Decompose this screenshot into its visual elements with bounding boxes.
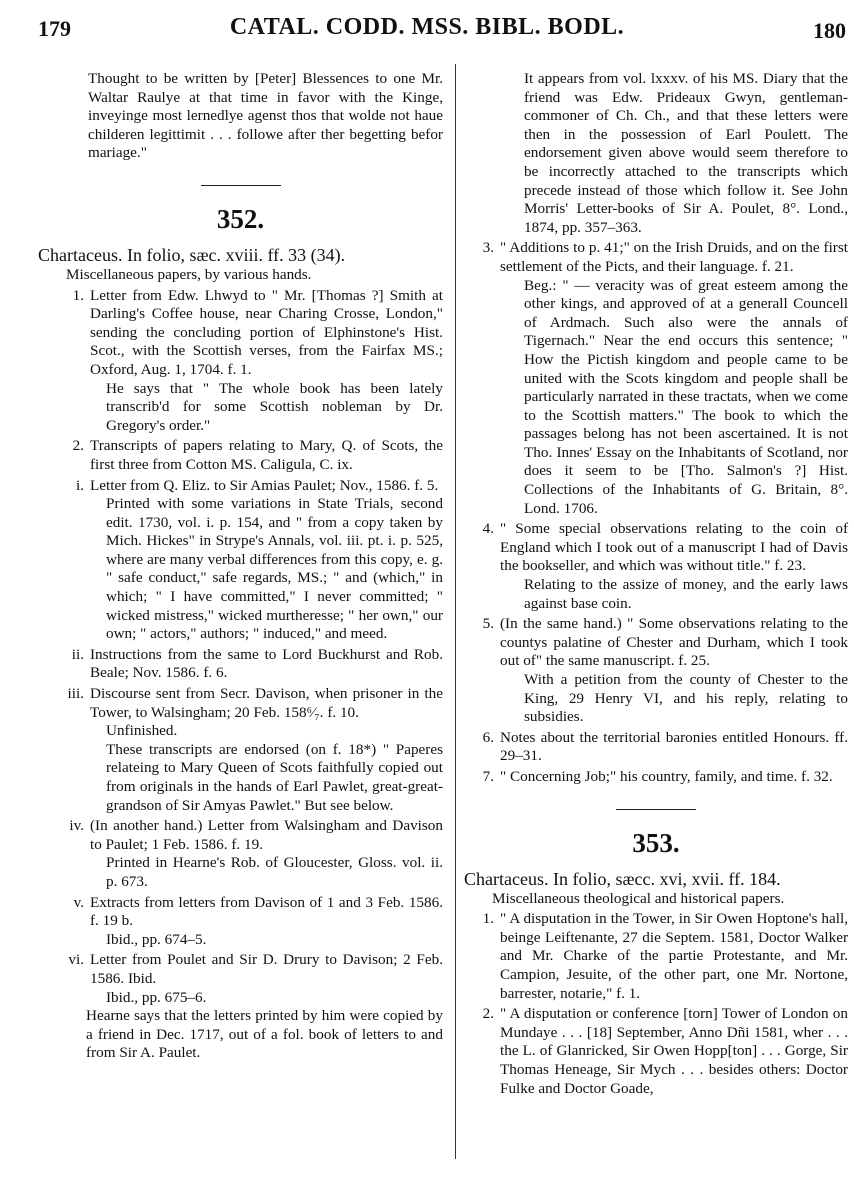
- item-number: 6.: [482, 728, 494, 746]
- item-number: 1.: [72, 286, 84, 304]
- item-note: Ibid., pp. 675–6.: [106, 988, 207, 1006]
- item-note: Printed in Hearne's Rob. of Gloucester, Gloss. vol. ii. p. 673.: [106, 854, 443, 890]
- item-note: Printed with some variations in State Trials, second edit. 1730, vol. i. p. 154, and " from a copy taken by Mich. Hickes" in Strype's Annals, vol. iii. pt. i. p. 525, where are many verbal differences from this copy, e. g. " safe conduct," safe regards, MS.; " and (which," in which; " I have committed," I never committed; " wicked mistress," wicked murtheresse; " her own," our own; " actors," authors; " induced," and meed.: [106, 495, 443, 643]
- ms-number: 352.: [216, 203, 265, 234]
- item-note: Hearne says that the letters printed by him were copied by a friend in Dec. 1717, out of a fol. book of letters to and from Sir A. Paulet.: [86, 1007, 443, 1062]
- item-note: He says that " The whole book has been lately transcrib'd for some Scottish nobleman by Dr. Gregory's order.": [106, 379, 443, 434]
- item-note: Relating to the assize of money, and the early laws against base coin.: [524, 576, 848, 612]
- item-text: " Additions to p. 41;" on the Irish Druids, and on the first settlement of the Picts, and their language. f. 21.: [500, 239, 848, 275]
- item-number: v.: [73, 893, 84, 911]
- item-number: 7.: [482, 767, 494, 785]
- item-number: vi.: [68, 951, 84, 969]
- list-item: [464, 910, 848, 1003]
- column-divider: [455, 64, 456, 1159]
- item-text: Instructions from the same to Lord Buckhurst and Rob. Beale; Nov. 1586. f. 6.: [90, 645, 443, 682]
- list-item: [464, 729, 848, 766]
- list-item: [38, 951, 443, 988]
- item-text: Transcripts of papers relating to Mary, Q. of Scots, the first three from Cotton MS. Caligula, C. ix.: [90, 437, 443, 473]
- list-item: [38, 437, 443, 474]
- item-note: Unfinished.: [106, 722, 178, 740]
- item-text: Notes about the territorial baronies entitled Honours. ff. 29–31.: [500, 728, 848, 765]
- list-item: [464, 1005, 848, 1098]
- page-header: [0, 6, 854, 46]
- item-text: Extracts from letters from Davison of 1 and 3 Feb. 1586. f. 19 b.: [90, 893, 443, 930]
- item-text: " A disputation or conference [torn] Tower of London on Mundaye . . . [18] September, Anno Dñi 1581, wher . . . the L. of Glanricked, Sir Owen Hopp[ton] . . . Gorge, Sir Thomas Heneage, Sir Mych . . . besides others: Doctor Fulke and Doctor Goade,: [500, 1005, 848, 1097]
- list-item: [38, 685, 443, 722]
- item-text: (In another hand.) Letter from Walsingham and Davison to Paulet; 1 Feb. 1586. f. 19.: [90, 817, 443, 853]
- section-separator: [201, 185, 281, 186]
- list-item: [38, 817, 443, 854]
- right-column: [464, 70, 848, 1098]
- item-note: With a petition from the county of Chester to the King, 29 Henry VI, and his reply, relating to subsidies.: [524, 671, 848, 726]
- item-number: 2.: [72, 437, 84, 455]
- page-number-left: 179: [38, 16, 71, 41]
- item-text: " Concerning Job;" his country, family, and time. f. 32.: [500, 767, 833, 785]
- list-item: [38, 287, 443, 380]
- list-item: [464, 768, 848, 787]
- page-number-right: 180: [813, 18, 846, 43]
- item-number: i.: [75, 476, 84, 494]
- item-number: 4.: [482, 520, 494, 538]
- section-separator: [616, 809, 696, 810]
- ms-summary: Miscellaneous theological and historical papers.: [492, 889, 785, 907]
- list-item: [38, 646, 443, 683]
- left-column: [38, 70, 443, 1063]
- ms-description: Chartaceus. In folio, sæcc. xvi, xvii. ff. 184.: [464, 868, 781, 889]
- item-number: 5.: [482, 615, 494, 633]
- item-note: These transcripts are endorsed (on f. 18*) " Paperes relateing to Mary Queen of Scots faithfully copied out from originals in the hands of Earl Pawlet, great-great-grandson of Sir Amyas Pawlet." But see below.: [106, 740, 443, 814]
- ms-description: Chartaceus. In folio, sæc. xviii. ff. 33 (34).: [38, 244, 346, 265]
- list-item: [38, 477, 443, 496]
- item-text: Letter from Edw. Lhwyd to " Mr. [Thomas ?] Smith at Darling's Coffee house, near Charing Crosse, London," sending the concluding portion of Elphinstone's Hist. Scot., with the Scottish verses, from the Fairfax MS.; Oxford, Aug. 1, 1704. f. 1.: [90, 286, 443, 378]
- item-number: iii.: [67, 685, 84, 703]
- continued-text: Thought to be written by [Peter] Blessences to one Mr. Waltar Raulye at that time in favor with the Kinge, inveyinge most lernedlye agenst thos that wolde not haue childeren legittimit . . . followe after ther begetting befor mariage.": [88, 70, 443, 162]
- item-text: Letter from Poulet and Sir D. Drury to Davison; 2 Feb. 1586. Ibid.: [90, 951, 443, 987]
- ms-summary: Miscellaneous papers, by various hands.: [66, 265, 312, 283]
- item-text: (In the same hand.) " Some observations relating to the countys palatine of Chester and Durham, which I took out of" the same manuscript. f. 25.: [500, 615, 848, 670]
- item-number: 3.: [482, 239, 494, 257]
- list-item: [464, 615, 848, 671]
- ms-number: 353.: [632, 827, 680, 858]
- item-note: Ibid., pp. 674–5.: [106, 930, 207, 948]
- item-text: " A disputation in the Tower, in Sir Owen Hoptone's hall, beinge Leiftenante, 27 die Septem. 1581, Doctor Walker and Mr. Charke of the partie Protestante, and Mr. Campion, Jesuite, of the other part, one Mr. Nortone, barrester, notarie," f. 1.: [500, 910, 848, 1002]
- continued-text: It appears from vol. lxxxv. of his MS. Diary that the friend was Edw. Prideaux Gwyn, gentleman-commoner of Ch. Ch., and that these letters were then in the possession of Earl Poulett. The endorsement given above would seem therefore to be incorrectly attached to the transcripts which precede instead of those which follow it. See John Morris' Letter-books of Sir A. Poulet, 8°. Lond., 1874, pp. 357–363.: [524, 70, 848, 236]
- running-title: CATAL. CODD. MSS. BIBL. BODL.: [229, 14, 625, 40]
- item-text: Letter from Q. Eliz. to Sir Amias Paulet; Nov., 1586. f. 5.: [90, 476, 439, 494]
- item-number: 2.: [482, 1005, 494, 1023]
- list-item: [464, 239, 848, 276]
- item-number: 1.: [482, 910, 494, 928]
- list-item: [464, 520, 848, 576]
- item-note: Beg.: " — veracity was of great esteem among the other kings, and approved of at a generall Councell of Ardmach. Such also were the annals of Tigernach." Near the end occurs this sentence; " How the Pictish kingdom and people came to be united with the Scots kingdom and people shall be particularly narrated in these tractats, when we come to the Scottish matters." The book to which the passages belong has not been ascertained. It is not Tho. Innes' Essay on the Inhabitants of Scotland, nor does it seem to be [Tho. Salmon's ?] Hist. Collections of the Inhabitants of G. Britain, 8°. Lond. 1706.: [524, 276, 848, 517]
- item-number: iv.: [69, 817, 84, 835]
- item-number: ii.: [71, 645, 84, 663]
- item-text: " Some special observations relating to the coin of England which I took out of a manuscript I had of Davis the bookseller, and which was without title." f. 23.: [500, 520, 848, 575]
- item-text: Discourse sent from Secr. Davison, when prisoner in the Tower, to Walsingham; 20 Feb. 158⁶⁄₇. f. 10.: [90, 685, 443, 721]
- list-item: [38, 894, 443, 931]
